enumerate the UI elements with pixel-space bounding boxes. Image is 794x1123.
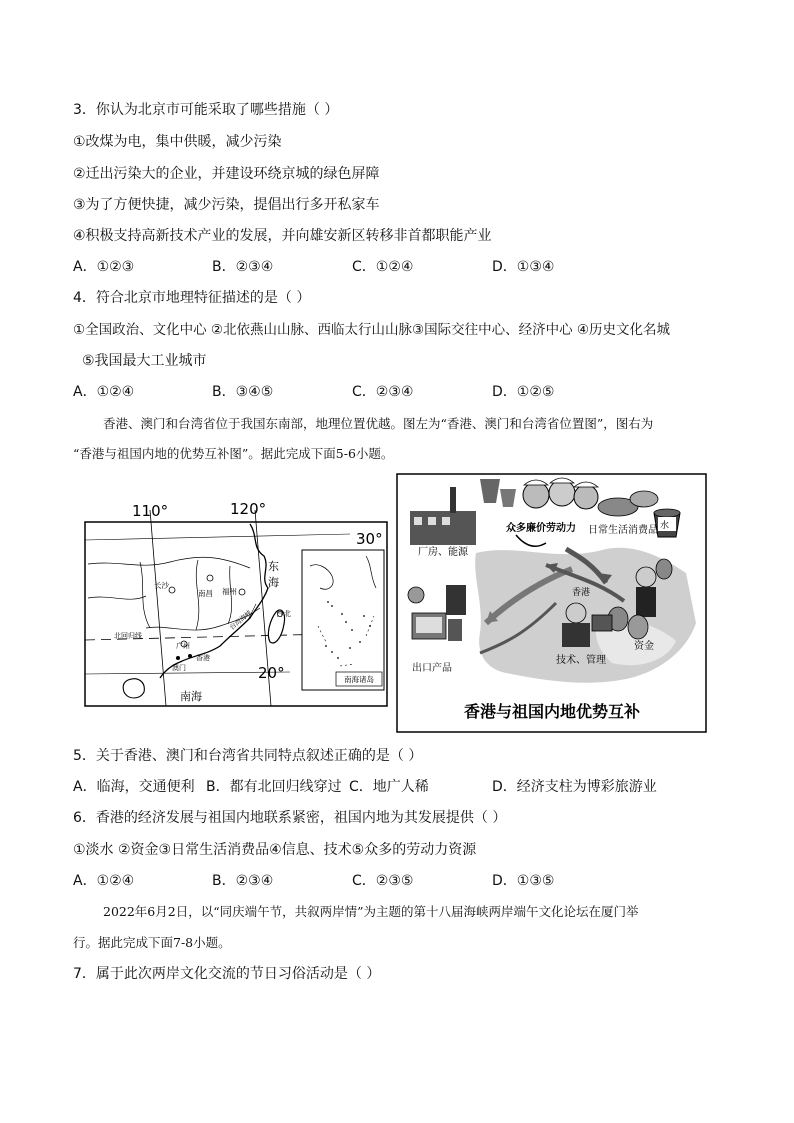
taibei-label: 台北 [276, 609, 291, 618]
q6-option-b: B．②③④ [212, 873, 274, 889]
export-products-label: 出口产品 [412, 663, 452, 674]
strait-label: 台湾海峡 [228, 608, 254, 632]
lat-20-label: 20° [258, 664, 285, 682]
q3-stem: 3．你认为北京市可能采取了哪些措施（ ） [73, 102, 339, 118]
lon-120-label: 120° [230, 500, 267, 518]
q3-item-1: ①改煤为电，集中供暖，减少污染 [73, 134, 282, 150]
labor-label: 众多廉价劳动力 [506, 523, 576, 534]
q4-stem: 4．符合北京市地理特征描述的是（ ） [73, 290, 311, 306]
daily-goods-label: 日常生活消费品 [588, 525, 658, 536]
q6-option-c: C．②③⑤ [352, 873, 414, 889]
q4-option-a: A．①②④ [73, 384, 135, 400]
capital-label: 资金 [634, 641, 654, 652]
q7-stem: 7．属于此次两岸文化交流的节日习俗活动是（ ） [73, 966, 381, 982]
water-label: 水 [660, 521, 670, 531]
q5-option-b: B．都有北回归线穿过 [206, 779, 342, 795]
location-map [80, 496, 392, 712]
hongkong-label: 香港 [572, 588, 591, 598]
inset-label: 南海诸岛 [344, 675, 374, 684]
nanhai-label: 南海 [180, 690, 202, 703]
donghai-label-1: 东 [268, 560, 279, 573]
q3-item-4: ④积极支持高新技术产业的发展，并向雄安新区转移非首都职能产业 [73, 228, 492, 244]
nanchang-label: 南昌 [198, 589, 213, 598]
passage1-line2: “香港与祖国内地的优势互补图”。据此完成下面5-6小题。 [73, 446, 394, 461]
q3-option-a: A．①②③ [73, 259, 135, 275]
passage2-line2: 行。据此完成下面7-8小题。 [73, 935, 231, 950]
q4-items-line1: ①全国政治、文化中心 ②北依燕山山脉、西临太行山山脉③国际交往中心、经济中心 ④历史文化名城 [73, 322, 670, 338]
workers-icon [523, 478, 598, 509]
passage1-line1: 香港、澳门和台湾省位于我国东南部，地理位置优越。图左为“香港、澳门和台湾省位置图”，图右为 [103, 416, 654, 431]
q3-option-d: D．①③④ [492, 259, 555, 275]
q6-option-a: A．①②④ [73, 873, 135, 889]
passage2-line1: 2022年6月2日，以“同庆端午节，共叙两岸情”为主题的第十八届海峡两岸端午文化论坛在厦门举 [103, 904, 639, 919]
q6-stem: 6．香港的经济发展与祖国内地联系紧密，祖国内地为其发展提供（ ） [73, 810, 507, 826]
q4-option-d: D．①②⑤ [492, 384, 555, 400]
guangzhou-label: 广州 [176, 642, 190, 650]
xianggang-label: 香港 [196, 654, 210, 662]
q5-option-a: A．临海，交通便利 [73, 779, 195, 795]
factory-energy-label: 厂房、能源 [418, 547, 468, 558]
q5-option-c: C．地广人稀 [349, 779, 429, 795]
q4-items-line2: ⑤我国最大工业城市 [82, 353, 207, 369]
q5-option-d: D．经济支柱为博彩旅游业 [492, 779, 657, 795]
q3-option-c: C．①②④ [352, 259, 414, 275]
q5-stem: 5．关于香港、澳门和台湾省共同特点叙述正确的是（ ） [73, 748, 423, 764]
q3-item-3: ③为了方便快捷，减少污染，提倡出行多开私家车 [73, 197, 380, 213]
tech-management-label: 技术、管理 [556, 655, 606, 666]
q4-option-c: C．②③④ [352, 384, 414, 400]
q6-option-d: D．①③⑤ [492, 873, 555, 889]
complementary-advantages-diagram [396, 473, 708, 733]
tropic-label: 北回归线 [114, 632, 142, 640]
q3-item-2: ②迁出污染大的企业，并建设环绕京城的绿色屏障 [73, 166, 380, 182]
q4-option-b: B．③④⑤ [212, 384, 274, 400]
diagram-title: 香港与祖国内地优势互补 [463, 702, 641, 721]
changsha-label: 长沙 [154, 581, 169, 590]
lon-110-label: 110° [132, 502, 169, 520]
donghai-label-2: 海 [268, 576, 279, 589]
lat-30-label: 30° [356, 530, 383, 548]
q6-items: ①淡水 ②资金③日常生活消费品④信息、技术⑤众多的劳动力资源 [73, 842, 477, 858]
fuzhou-label: 福州 [222, 587, 237, 596]
aomen-label: 澳门 [172, 664, 186, 672]
q3-option-b: B．②③④ [212, 259, 274, 275]
